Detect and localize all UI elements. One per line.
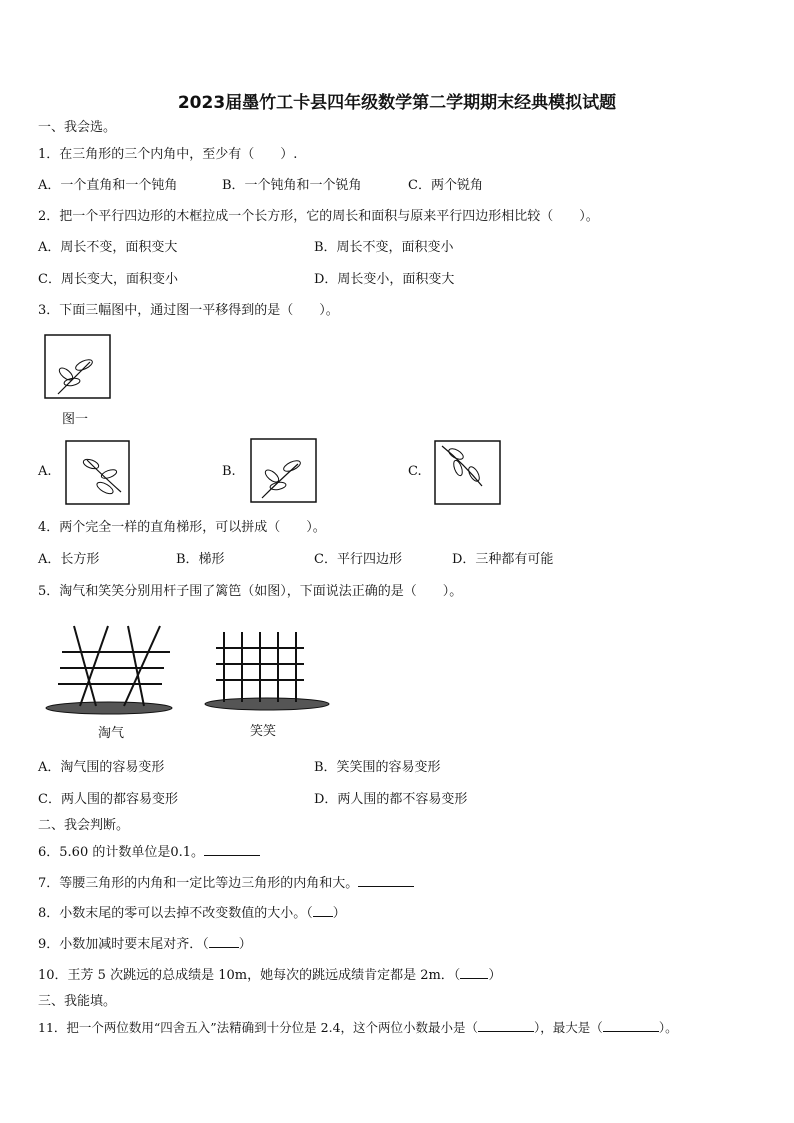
q5-stem: 5．淘气和笑笑分别用杆子围了篱笆（如图），下面说法正确的是（ ）。 <box>38 584 463 599</box>
q5-option-c: C．两人围的都容易变形 <box>38 792 178 807</box>
q3-option-b-figure <box>250 438 318 504</box>
section-heading-judge: 二、我会判断。 <box>38 818 130 833</box>
q8-close-paren: ） <box>332 906 346 921</box>
q10-answer-blank[interactable] <box>460 978 488 979</box>
q4-option-c: C．平行四边形 <box>314 552 402 567</box>
q10-line <box>38 967 501 985</box>
q7-answer-blank[interactable] <box>358 886 414 887</box>
q11-min-blank[interactable] <box>478 1031 534 1032</box>
q11-max-blank[interactable] <box>603 1031 659 1032</box>
fence-xiaoxiao-figure <box>202 630 332 712</box>
q3-option-a-figure <box>65 440 131 506</box>
fence-taoqi-figure <box>44 624 174 716</box>
q4-option-d: D．三种都有可能 <box>452 552 554 567</box>
q4-option-b: B．梯形 <box>176 552 225 567</box>
q8-line <box>38 905 346 923</box>
q9-line <box>38 936 252 954</box>
q9-text: 9．小数加减时要末尾对齐．（ <box>38 937 209 952</box>
q7-text: 7．等腰三角形的内角和一定比等边三角形的内角和大。 <box>38 876 359 891</box>
q5-option-b: B．笑笑围的容易变形 <box>314 760 441 775</box>
q6-line <box>38 844 260 862</box>
q4-option-a: A．长方形 <box>38 552 100 567</box>
q3-option-c-figure <box>434 440 502 506</box>
q8-text: 8．小数末尾的零可以去掉不改变数值的大小。（ <box>38 906 313 921</box>
q2-stem: 2．把一个平行四边形的木框拉成一个长方形，它的周长和面积与原来平行四边形相比较（ ）。 <box>38 209 599 224</box>
q1-option-c: C．两个锐角 <box>408 178 483 193</box>
q2-option-d: D．周长变小，面积变大 <box>314 272 455 287</box>
q5-option-a: A．淘气围的容易变形 <box>38 760 165 775</box>
q7-line <box>38 875 414 893</box>
fence-xiaoxiao-label: 笑笑 <box>250 724 277 739</box>
q9-close-paren: ） <box>238 937 252 952</box>
q2-option-b: B．周长不变，面积变小 <box>314 240 454 255</box>
q3-option-b-label: B. <box>222 464 236 479</box>
page-title: 2023届墨竹工卡县四年级数学第二学期期末经典模拟试题 <box>177 93 617 113</box>
q1-option-a: A．一个直角和一个钝角 <box>38 178 178 193</box>
q9-answer-blank[interactable] <box>209 947 239 948</box>
q10-close-paren: ） <box>488 968 502 983</box>
q6-text: 6．5.60 的计数单位是0.1。 <box>38 845 205 860</box>
q3-stem: 3．下面三幅图中，通过图一平移得到的是（ ）。 <box>38 303 339 318</box>
fence-taoqi-label: 淘气 <box>98 726 125 741</box>
section-heading-choose: 一、我会选。 <box>38 120 117 135</box>
q10-text: 10．王芳 5 次跳远的总成绩是 10m，她每次的跳远成绩肯定都是 2m．（ <box>38 968 461 983</box>
q11-text-part2: ），最大是（ <box>534 1020 603 1035</box>
q1-option-b: B．一个钝角和一个锐角 <box>222 178 362 193</box>
figure-one-branch <box>44 334 112 400</box>
q3-option-a-label: A. <box>38 464 52 479</box>
q8-answer-blank[interactable] <box>313 916 333 917</box>
q11-line <box>38 1019 678 1037</box>
section-heading-fill: 三、我能填。 <box>38 994 117 1009</box>
figure-one-label: 图一 <box>62 412 89 427</box>
q5-option-d: D．两人围的都不容易变形 <box>314 792 468 807</box>
q6-answer-blank[interactable] <box>204 855 260 856</box>
q2-option-a: A．周长不变，面积变大 <box>38 240 178 255</box>
q11-text-part3: ）。 <box>658 1020 678 1035</box>
q1-stem: 1．在三角形的三个内角中，至少有（ ）. <box>38 147 298 162</box>
q4-stem: 4．两个完全一样的直角梯形，可以拼成（ ）。 <box>38 520 326 535</box>
q2-option-c: C．周长变大，面积变小 <box>38 272 178 287</box>
q11-text-part1: 11．把一个两位数用“四舍五入”法精确到十分位是 2.4，这个两位小数最小是（ <box>38 1020 479 1035</box>
q3-option-c-label: C. <box>408 464 422 479</box>
